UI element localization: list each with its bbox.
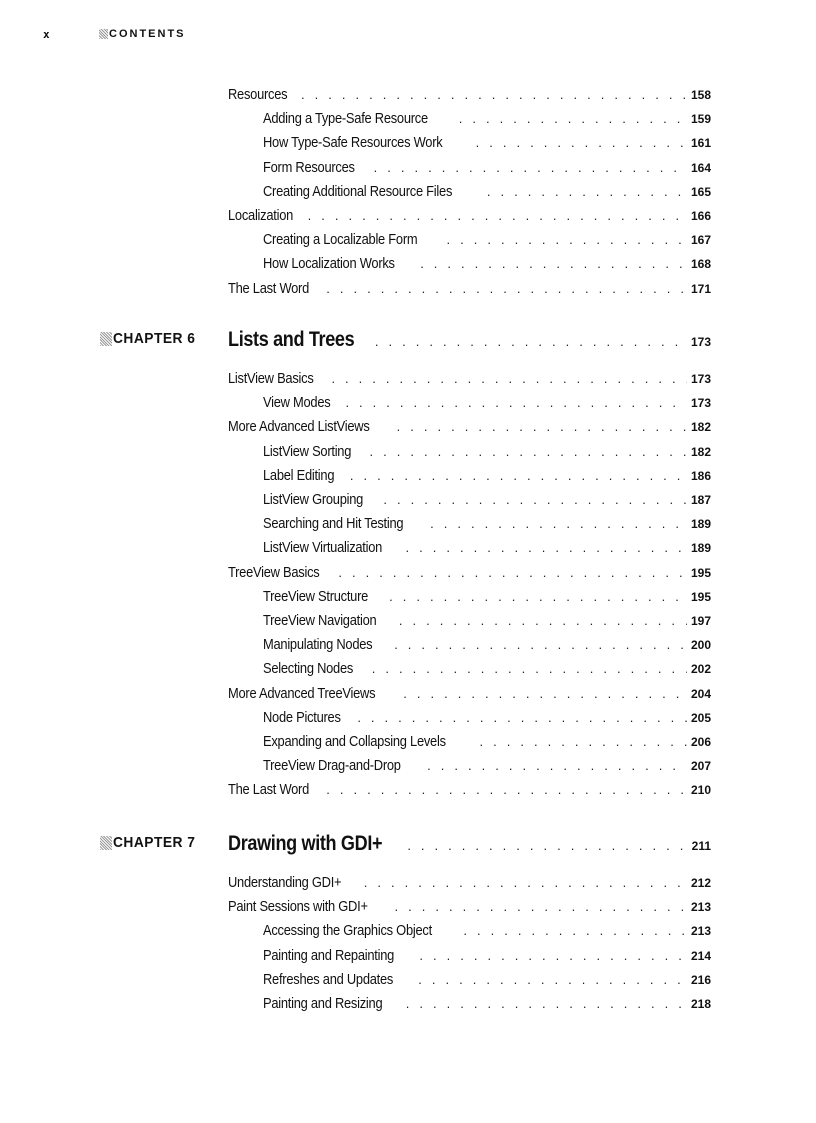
toc-entry-title: Label Editing xyxy=(263,466,335,484)
dot-leader xyxy=(394,899,687,914)
toc-entry[interactable] xyxy=(228,564,711,586)
dot-leader xyxy=(419,948,687,963)
toc-subentry[interactable] xyxy=(263,231,711,253)
toc-page-number: 195 xyxy=(690,565,711,580)
toc-entry-title: Manipulating Nodes xyxy=(263,636,373,654)
dot-leader xyxy=(308,208,687,223)
toc-entry-title: The Last Word xyxy=(228,279,310,297)
toc-page-number: 161 xyxy=(690,136,711,151)
toc-entry[interactable] xyxy=(228,898,711,920)
toc-page-number: 166 xyxy=(690,209,711,223)
dot-leader xyxy=(338,565,687,580)
toc-entry-title: Localization xyxy=(228,207,294,224)
toc-page-number: 173 xyxy=(690,396,711,411)
dot-leader xyxy=(383,492,687,507)
toc-subentry[interactable] xyxy=(263,612,711,634)
toc-entry-title: The Last Word xyxy=(228,781,310,799)
toc-entry[interactable] xyxy=(228,207,711,229)
toc-entry-title: ListView Basics xyxy=(228,370,314,387)
toc-entry-title: TreeView Drag-and-Drop xyxy=(263,757,401,775)
toc-entry-title: Expanding and Collapsing Levels xyxy=(263,733,446,750)
toc-page-number: 197 xyxy=(690,614,711,628)
chapter-number: CHAPTER 6 xyxy=(113,330,196,347)
toc-entry-title: ListView Grouping xyxy=(263,491,364,508)
toc-entry-title: ListView Virtualization xyxy=(263,539,383,557)
toc-entry-title: Creating Additional Resource Files xyxy=(263,182,453,200)
toc-page-number: 214 xyxy=(690,948,711,963)
toc-subentry[interactable] xyxy=(263,660,711,682)
toc-page-number: 218 xyxy=(690,997,711,1011)
toc-entry-title: Painting and Resizing xyxy=(263,995,383,1012)
chapter-page-number: 211 xyxy=(691,839,711,853)
toc-subentry[interactable] xyxy=(263,183,711,205)
toc-subentry[interactable] xyxy=(263,515,711,537)
dot-leader xyxy=(326,782,687,797)
chapter-title: Drawing with GDI+ xyxy=(228,832,383,855)
toc-entry-title: Refreshes and Updates xyxy=(263,970,394,988)
toc-entry-title: Paint Sessions with GDI+ xyxy=(228,898,368,916)
toc-subentry[interactable] xyxy=(263,394,711,416)
toc-entry-title: Searching and Hit Testing xyxy=(263,515,404,533)
texture-icon xyxy=(100,836,112,850)
toc-page-number: 168 xyxy=(690,257,711,272)
dot-leader xyxy=(301,87,687,102)
dot-leader xyxy=(331,371,687,386)
texture-icon xyxy=(99,29,108,39)
toc-entry-title: Adding a Type-Safe Resource xyxy=(263,110,428,128)
toc-entry-title: More Advanced TreeViews xyxy=(228,684,376,702)
dot-leader xyxy=(430,516,687,531)
toc-entry-title: Selecting Nodes xyxy=(263,660,354,678)
toc-entry-title: How Type-Safe Resources Work xyxy=(263,134,443,152)
toc-page-number: 187 xyxy=(690,493,711,507)
toc-entry[interactable] xyxy=(228,685,711,707)
toc-subentry[interactable] xyxy=(263,709,711,731)
toc-entry[interactable] xyxy=(228,370,711,392)
dot-leader xyxy=(389,589,687,604)
toc-entry-title: ListView Sorting xyxy=(263,442,352,460)
chapter-number: CHAPTER 7 xyxy=(113,834,196,851)
toc-page-number: 210 xyxy=(690,783,711,798)
toc-page-number: 216 xyxy=(690,972,711,987)
toc-entry-title: More Advanced ListViews xyxy=(228,418,370,436)
toc-page-number: 189 xyxy=(690,517,711,532)
toc-entry-title: Understanding GDI+ xyxy=(228,874,342,891)
toc-page-number: 165 xyxy=(690,184,711,199)
toc-page-number: 167 xyxy=(690,233,711,248)
toc-subentry[interactable] xyxy=(263,947,711,969)
toc-subentry[interactable] xyxy=(263,159,711,181)
toc-page-number: 204 xyxy=(690,686,711,701)
dot-leader xyxy=(372,661,687,676)
chapter-page-number: 173 xyxy=(690,335,711,349)
dot-leader xyxy=(326,281,687,296)
toc-subentry[interactable] xyxy=(263,995,711,1017)
page-number: x xyxy=(43,28,51,41)
toc-entry-title: Accessing the Graphics Object xyxy=(263,922,432,940)
dot-leader xyxy=(420,256,687,271)
dot-leader xyxy=(405,540,687,555)
toc-page-number: 200 xyxy=(690,638,711,653)
toc-page-number: 171 xyxy=(690,281,711,296)
dot-leader xyxy=(399,613,687,628)
toc-entry-title: Node Pictures xyxy=(263,708,341,726)
toc-entry[interactable] xyxy=(228,418,711,440)
toc-subentry[interactable] xyxy=(263,733,711,755)
toc-entry-title: Resources xyxy=(228,86,288,103)
toc-entry-title: TreeView Structure xyxy=(263,587,369,605)
dot-leader xyxy=(418,972,687,987)
toc-subentry[interactable] xyxy=(263,539,711,561)
dot-leader xyxy=(394,637,687,652)
toc-subentry[interactable] xyxy=(263,255,711,277)
texture-icon xyxy=(100,332,112,346)
toc-page-number: 186 xyxy=(690,468,711,483)
running-head-text: CONTENTS xyxy=(109,28,186,40)
toc-subentry[interactable] xyxy=(263,467,711,489)
toc-subentry[interactable] xyxy=(263,636,711,658)
toc-entry-title: Form Resources xyxy=(263,158,355,176)
toc-page-number: 182 xyxy=(690,444,711,459)
toc-entry-title: Painting and Repainting xyxy=(263,946,395,964)
chapter-heading[interactable] xyxy=(228,328,711,356)
toc-page-number: 206 xyxy=(690,735,711,749)
toc-page-number: 164 xyxy=(690,160,711,175)
chapter-title: Lists and Trees xyxy=(228,328,355,351)
dot-leader xyxy=(369,444,686,459)
dot-leader xyxy=(463,923,687,938)
toc-page-number: 212 xyxy=(690,876,711,890)
chapter-label xyxy=(100,330,203,347)
toc-page-number: 159 xyxy=(690,112,711,127)
dot-leader xyxy=(406,996,687,1011)
chapter-label xyxy=(100,834,203,851)
dot-leader xyxy=(357,710,687,725)
toc-subentry[interactable] xyxy=(263,757,711,779)
toc-subentry[interactable] xyxy=(263,971,711,993)
dot-leader xyxy=(487,184,687,199)
toc-entry[interactable] xyxy=(228,86,711,108)
toc-page-number: 182 xyxy=(690,420,711,435)
toc-page-number: 213 xyxy=(690,924,711,939)
toc-entry-title: TreeView Navigation xyxy=(263,612,377,629)
toc-subentry[interactable] xyxy=(263,922,711,944)
toc-entry-title: View Modes xyxy=(263,394,331,412)
toc-entry-title: How Localization Works xyxy=(263,255,395,273)
toc-page-number: 213 xyxy=(690,900,711,915)
toc-subentry[interactable] xyxy=(263,491,711,513)
dot-leader xyxy=(447,232,687,247)
dot-leader xyxy=(345,395,687,410)
dot-leader xyxy=(403,686,687,701)
toc-entry[interactable] xyxy=(228,874,711,896)
toc-page-number: 173 xyxy=(690,372,711,386)
dot-leader xyxy=(459,111,687,126)
toc-subentry[interactable] xyxy=(263,443,711,465)
toc-entry[interactable] xyxy=(228,280,711,302)
dot-leader xyxy=(427,758,687,773)
toc-page-number: 202 xyxy=(690,662,711,677)
dot-leader xyxy=(374,160,687,175)
page-header xyxy=(43,28,343,44)
toc-page-number: 189 xyxy=(690,541,711,556)
chapter-heading[interactable] xyxy=(228,832,711,860)
dot-leader xyxy=(364,875,687,890)
toc-subentry[interactable] xyxy=(263,588,711,610)
dot-leader xyxy=(375,334,687,349)
running-head xyxy=(99,28,186,40)
dot-leader xyxy=(480,734,687,749)
toc-subentry[interactable] xyxy=(263,110,711,132)
dot-leader xyxy=(407,838,687,853)
toc-page-number: 158 xyxy=(690,88,711,102)
toc-page-number: 195 xyxy=(690,589,711,604)
dot-leader xyxy=(397,419,687,434)
dot-leader xyxy=(476,135,687,150)
toc-page-number: 207 xyxy=(690,759,711,774)
toc-entry-title: TreeView Basics xyxy=(228,563,320,581)
dot-leader xyxy=(350,468,687,483)
toc-page-number: 205 xyxy=(690,710,711,725)
toc-entry-title: Creating a Localizable Form xyxy=(263,231,418,249)
toc-entry[interactable] xyxy=(228,781,711,803)
toc-subentry[interactable] xyxy=(263,134,711,156)
